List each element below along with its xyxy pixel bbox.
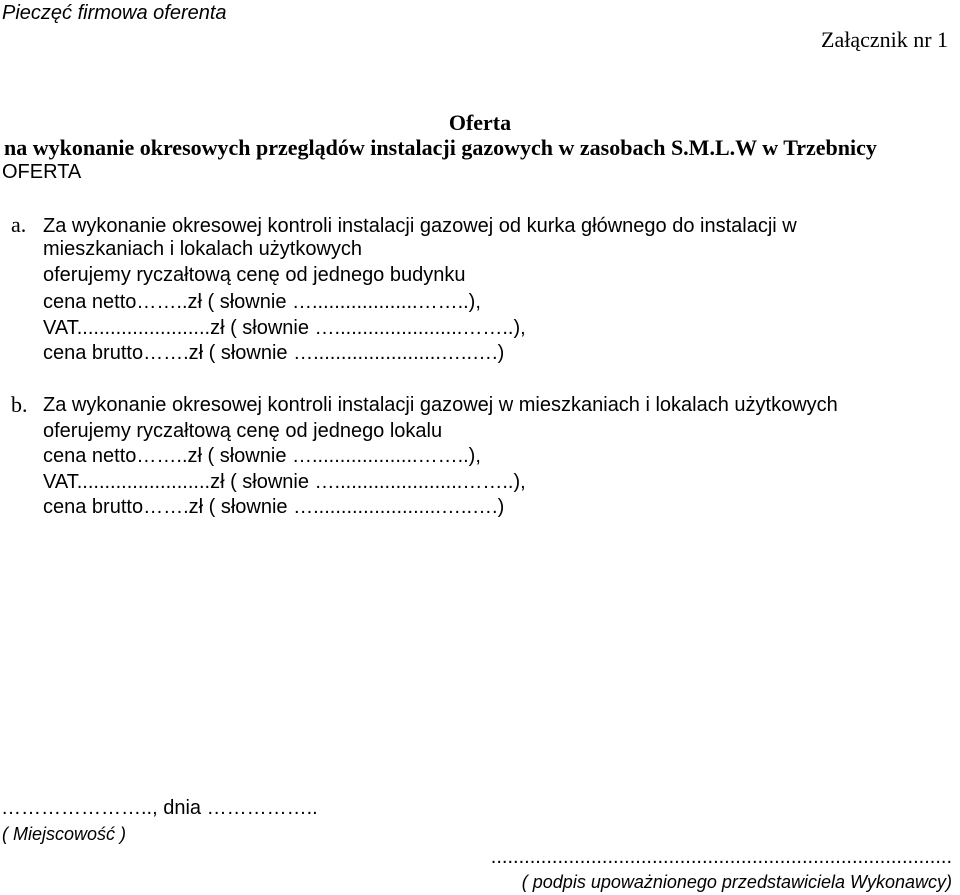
section-b-net-price: cena netto……..zł ( słownie …...................……..),	[43, 445, 481, 467]
section-a-text-line2: mieszkaniach i lokalach użytkowych	[43, 238, 363, 260]
attachment-label: Załącznik nr 1	[821, 27, 949, 52]
place-date-line: ………………….., dnia ……………..	[1, 797, 318, 819]
section-a-vat: VAT........................zł ( słownie ….......................……..),	[43, 317, 526, 339]
section-b-vat: VAT........................zł ( słownie ….......................……..),	[43, 471, 526, 493]
section-a-gross-price: cena brutto…….zł ( słownie ….......................…..….)	[43, 342, 505, 364]
section-b-text-line1: Za wykonanie okresowej kontroli instalacji gazowej w mieszkaniach i lokalach użytkowych	[43, 394, 838, 416]
section-b-text-line2: oferujemy ryczałtową cenę od jednego lokalu	[43, 420, 443, 442]
signature-line: ...................................................................................	[490, 846, 952, 868]
section-b-marker: b.	[11, 392, 28, 417]
place-caption: ( Miejscowość )	[2, 824, 127, 844]
section-b-gross-price: cena brutto…….zł ( słownie ….......................…..….)	[43, 496, 505, 518]
section-a-text-line1: Za wykonanie okresowej kontroli instalacji gazowej od kurka głównego do instalacji w	[43, 215, 797, 237]
signature-caption: ( podpis upoważnionego przedstawiciela Wykonawcy)	[521, 872, 952, 892]
stamp-label: Pieczęć firmowa oferenta	[2, 2, 227, 24]
offer-title: Oferta	[448, 110, 512, 135]
section-a-marker: a.	[11, 212, 27, 237]
section-a-net-price: cena netto……..zł ( słownie …...................……..),	[43, 291, 481, 313]
offer-heading: OFERTA	[2, 161, 82, 183]
section-a-text-line3: oferujemy ryczałtową cenę od jednego budynku	[43, 264, 466, 286]
offer-subtitle: na wykonanie okresowych przeglądów instalacji gazowych w zasobach S.M.L.W w Trzebnicy	[4, 135, 877, 160]
